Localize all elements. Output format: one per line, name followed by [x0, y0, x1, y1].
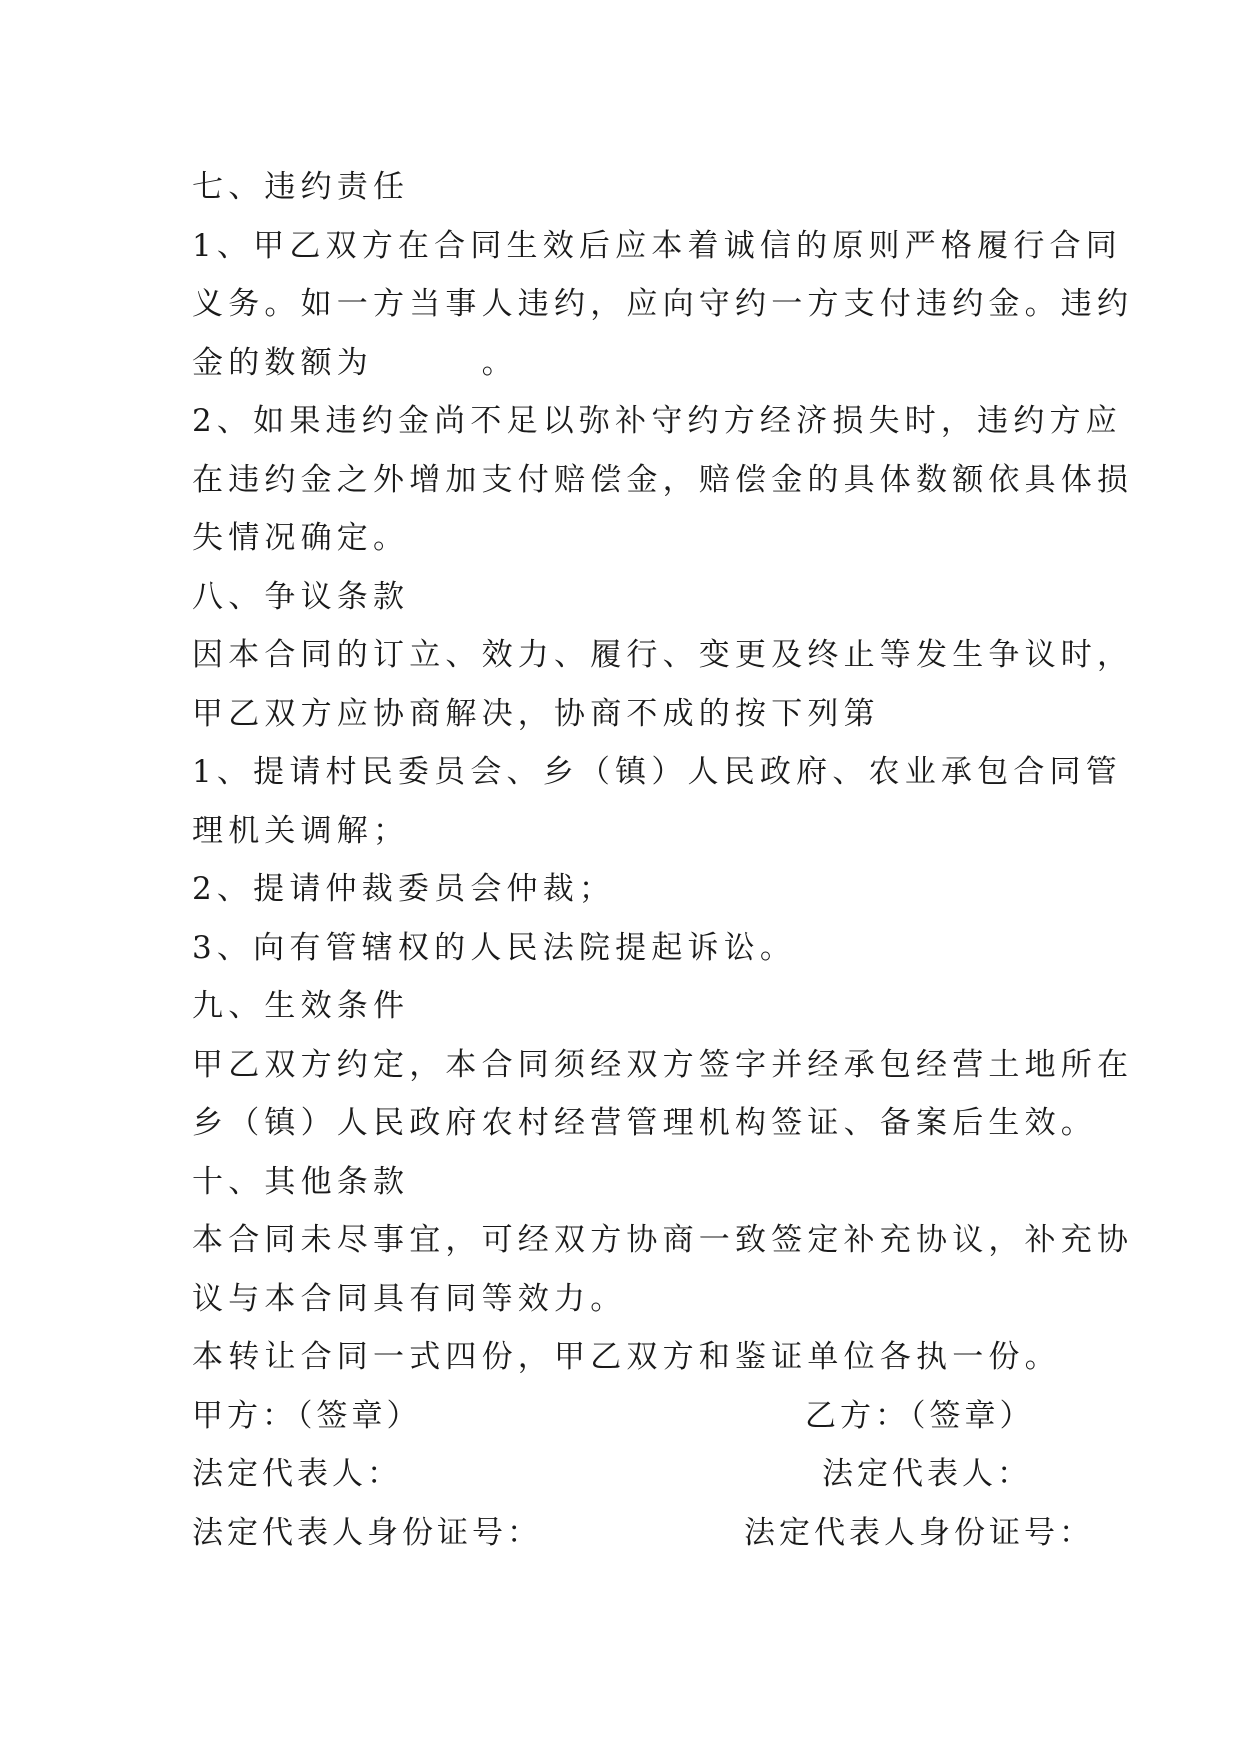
signature-row-rep [192, 1445, 1072, 1504]
party-b-representative-id: 法定代表人身份证号： [744, 1514, 1094, 1551]
contract-page [192, 158, 1134, 1562]
text-line: 失情况确定。 [192, 520, 410, 556]
text-line: 金的数额为 。 [192, 344, 518, 381]
text-line: 本转让合同一式四份，甲乙双方和鉴证单位各执一份。 [192, 1339, 1061, 1375]
text-line: 3、向有管辖权的人民法院提起诉讼。 [192, 929, 797, 966]
section-heading-dispute: 八、争议条款 [192, 578, 410, 615]
party-a-representative: 法定代表人： [192, 1456, 402, 1492]
text-line: 1、提请村民委员会、乡（镇）人民政府、农业承包合同管 [192, 754, 1122, 790]
signature-row-seal [192, 1387, 1072, 1446]
text-line: 乡（镇）人民政府农村经营管理机构签证、备案后生效。 [192, 1105, 1097, 1141]
text-line: 1、甲乙双方在合同生效后应本着诚信的原则严格履行合同 [192, 227, 1122, 264]
party-a-representative-id: 法定代表人身份证号： [192, 1514, 542, 1551]
signature-row-id [192, 1504, 1094, 1563]
text-line: 在违约金之外增加支付赔偿金，赔偿金的具体数额依具体损 [192, 461, 1134, 498]
section-heading-other: 十、其他条款 [192, 1163, 410, 1200]
text-line: 甲乙双方应协商解决，协商不成的按下列第 [192, 695, 880, 732]
section-heading-breach: 七、违约责任 [192, 169, 410, 205]
section-heading-effect: 九、生效条件 [192, 988, 410, 1024]
party-b-representative: 法定代表人： [822, 1456, 1032, 1492]
party-a-seal: 甲方：（签章） [192, 1397, 422, 1434]
text-line: 2、提请仲裁委员会仲裁； [192, 871, 616, 907]
text-line: 议与本合同具有同等效力。 [192, 1280, 627, 1317]
text-line: 因本合同的订立、效力、履行、变更及终止等发生争议时， [192, 637, 1134, 673]
text-line: 本合同未尽事宜，可经双方协商一致签定补充协议，补充协 [192, 1222, 1134, 1258]
text-line: 理机关调解； [192, 812, 410, 849]
text-line: 2、如果违约金尚不足以弥补守约方经济损失时，违约方应 [192, 403, 1122, 439]
text-line: 甲乙双方约定，本合同须经双方签字并经承包经营土地所在 [192, 1046, 1134, 1083]
party-b-seal: 乙方：（签章） [805, 1397, 1035, 1434]
text-line: 义务。如一方当事人违约，应向守约一方支付违约金。违约 [192, 286, 1134, 322]
